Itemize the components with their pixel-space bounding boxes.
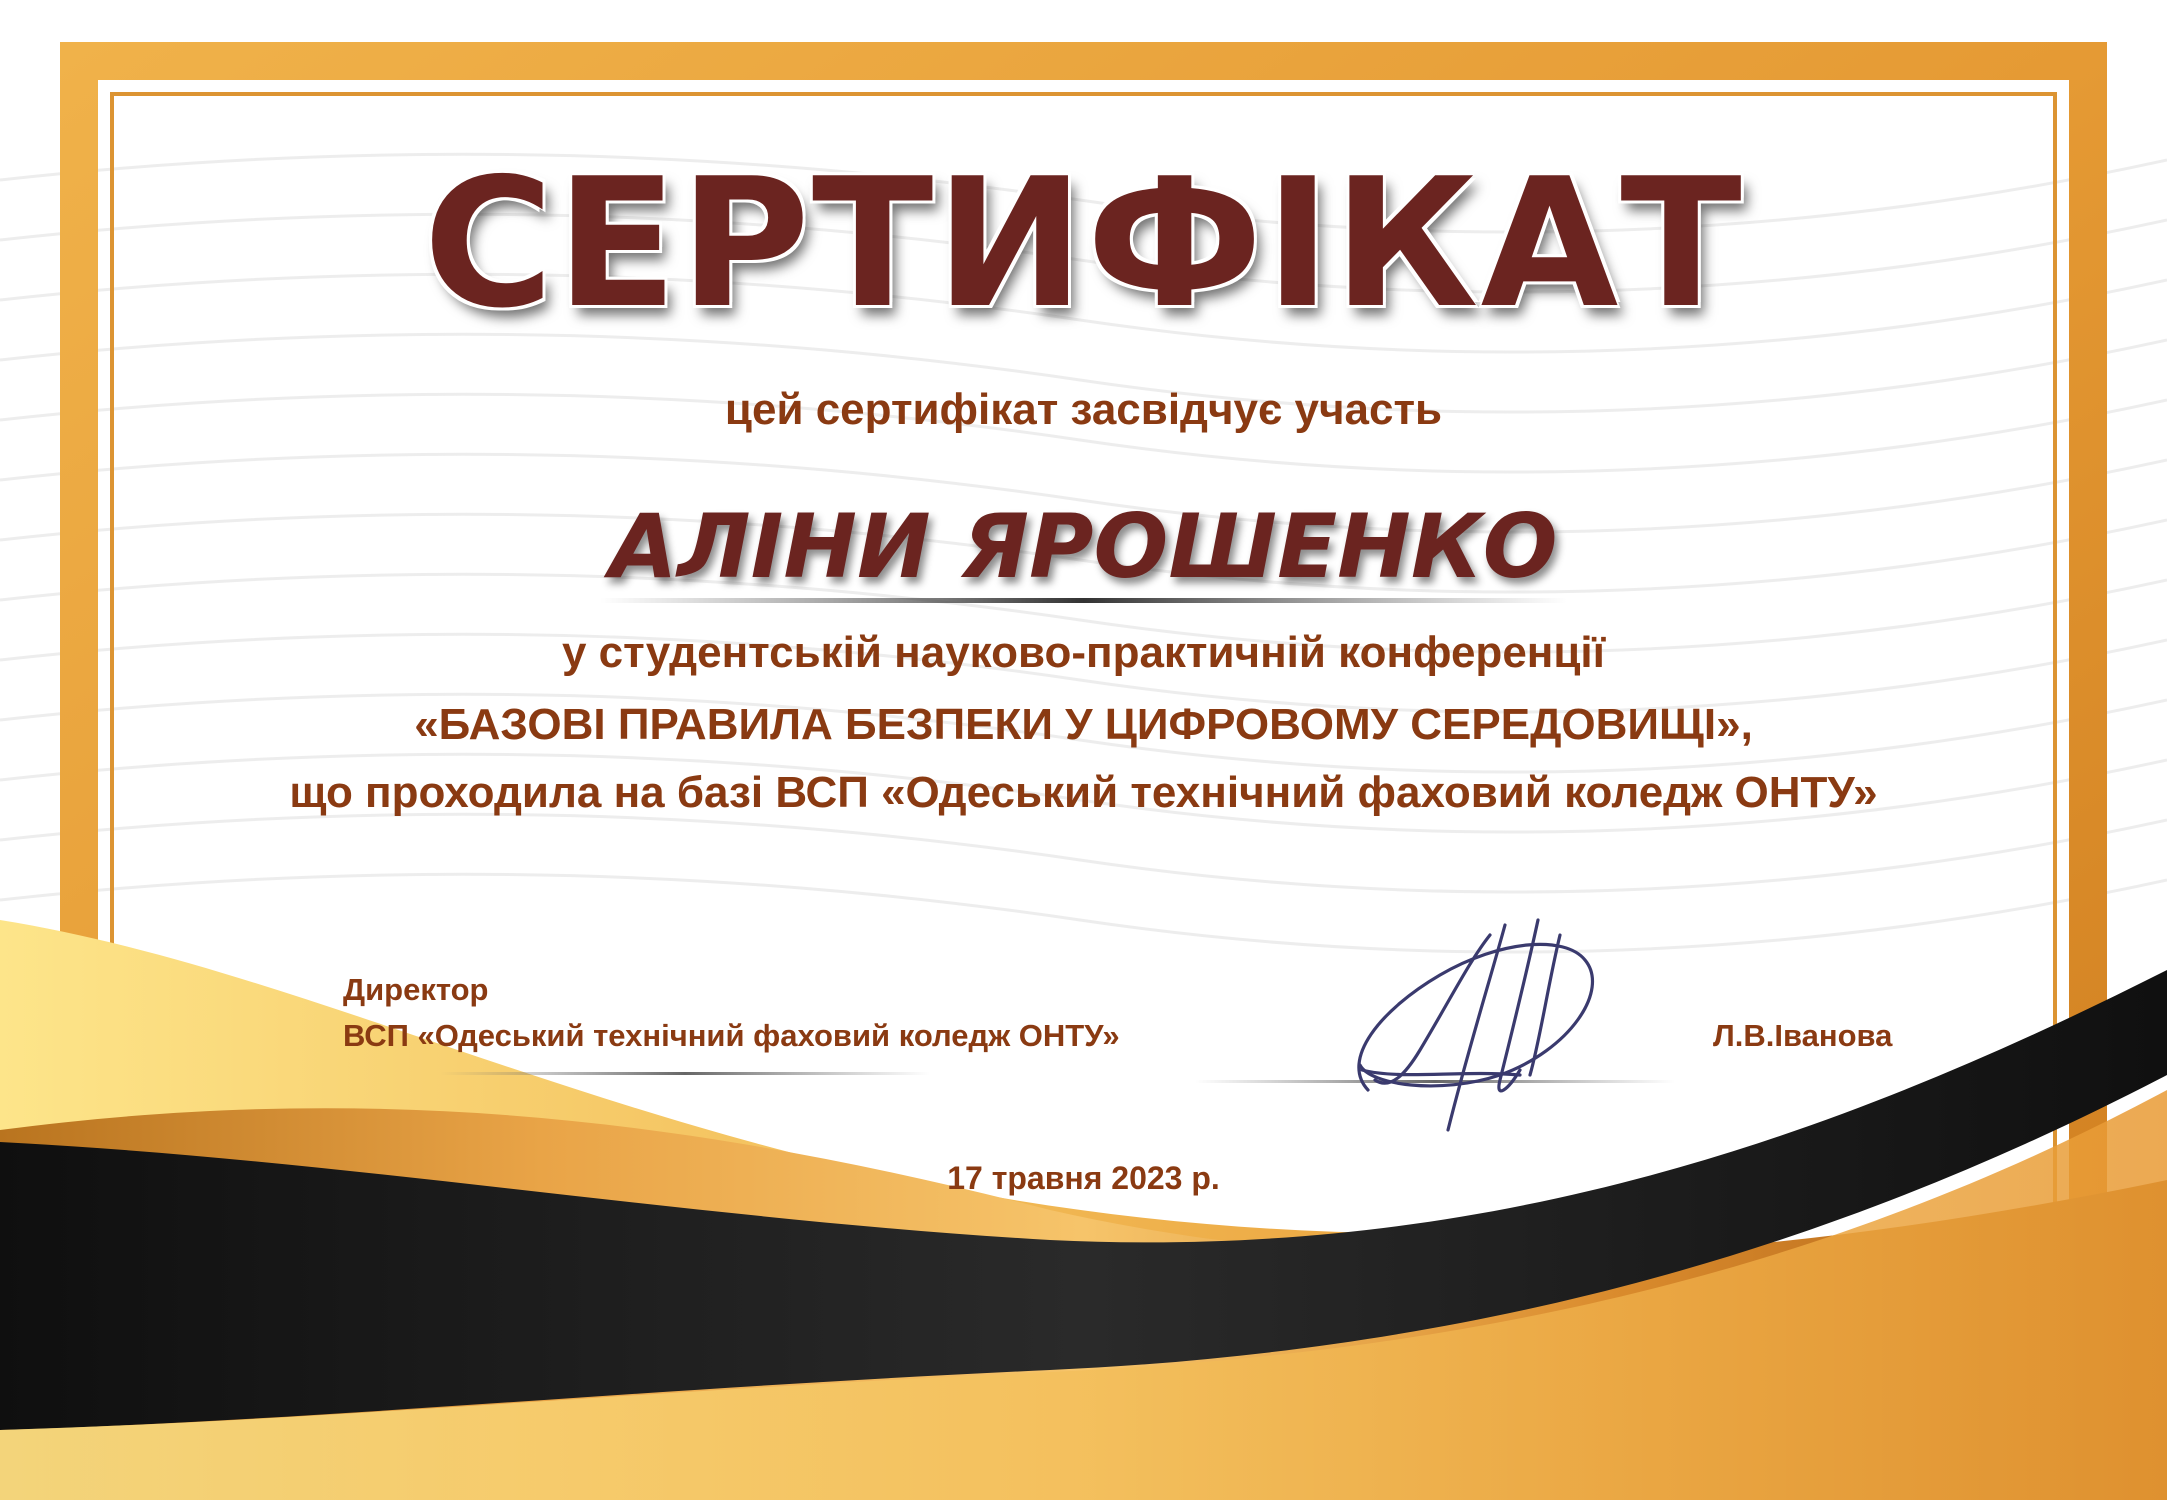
certificate-subtitle: цей сертифікат засвідчує участь	[724, 385, 1443, 434]
director-organization: ВСП «Одеський технічний фаховий коледж ОНТУ»	[343, 1018, 1120, 1053]
signature-line	[1195, 1080, 1675, 1083]
body-line-venue: що проходила на базі ВСП «Одеський технічний фаховий коледж ОНТУ»	[289, 768, 1878, 817]
director-name: Л.В.Іванова	[1713, 1018, 1893, 1053]
body-line-conference-title: «БАЗОВІ ПРАВИЛА БЕЗПЕКИ У ЦИФРОВОМУ СЕРЕДОВИЩІ»,	[414, 700, 1753, 749]
body-line-conference: у студентській науково-практичній конференції	[561, 628, 1606, 677]
name-underline	[600, 598, 1567, 603]
director-underline	[440, 1072, 930, 1075]
certificate-title: СЕРТИФІКАТ	[423, 140, 1744, 347]
recipient-name: АЛІНИ ЯРОШЕНКО	[609, 495, 1558, 598]
director-position: Директор	[343, 972, 489, 1007]
certificate-date: 17 травня 2023 р.	[947, 1160, 1220, 1196]
